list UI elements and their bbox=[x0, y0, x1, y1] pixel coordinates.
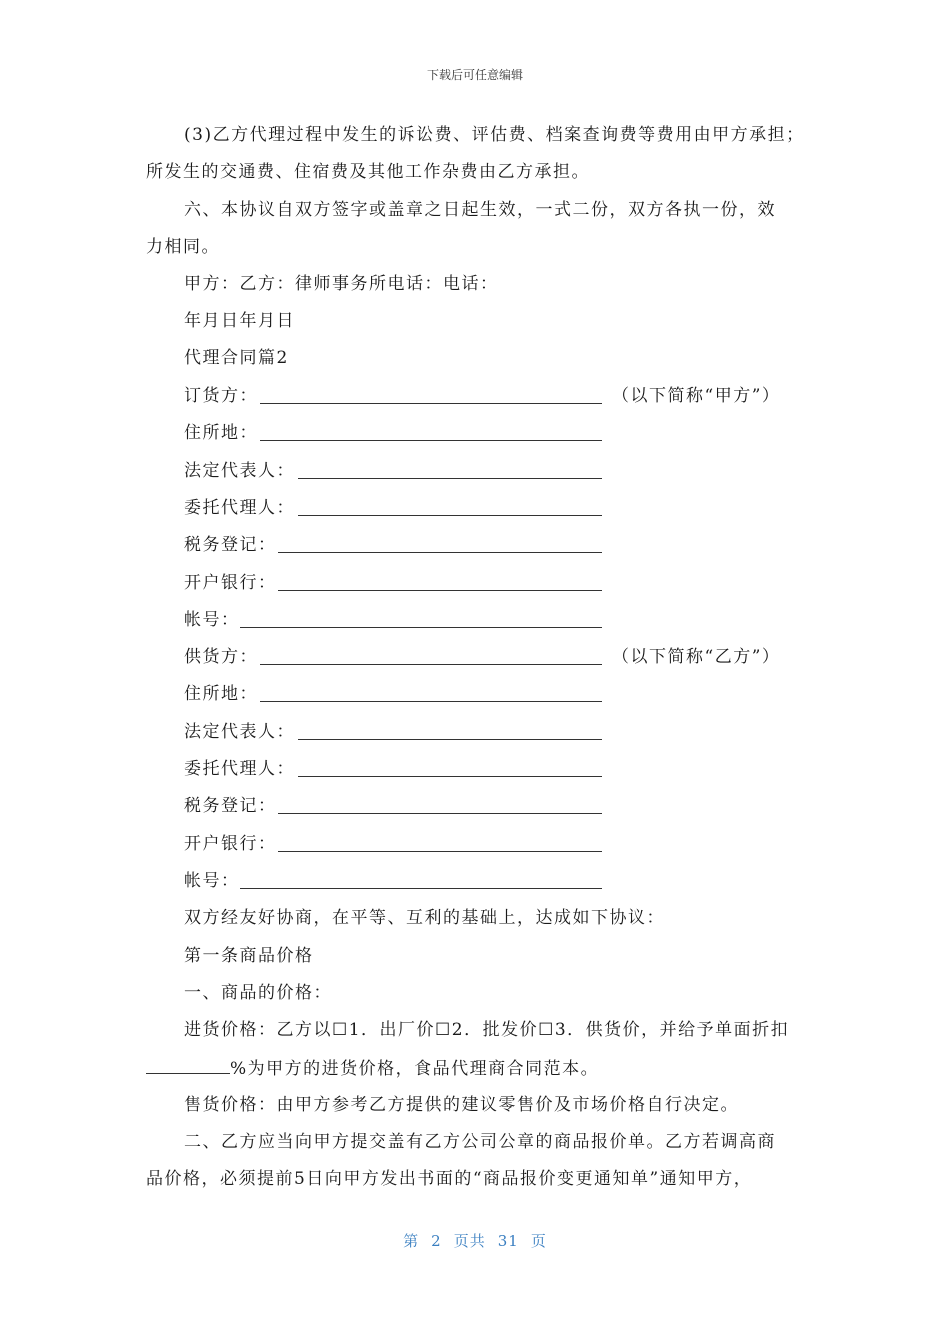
party-a-field-address bbox=[184, 422, 258, 444]
paragraph-line: 双方经友好协商，在平等、互利的基础上，达成如下协议： bbox=[184, 908, 665, 928]
footer-middle: 页共 bbox=[453, 1232, 486, 1250]
party-a-alias: （以下简称“甲方”） bbox=[612, 386, 781, 406]
party-a-field-bank bbox=[184, 572, 277, 594]
fill-in-line bbox=[298, 739, 602, 740]
paragraph-line: 一、商品的价格： bbox=[184, 983, 332, 1003]
footer-suffix: 页 bbox=[530, 1232, 547, 1250]
field-label: 法定代表人： bbox=[184, 722, 295, 742]
fill-in-line bbox=[260, 664, 602, 665]
field-label: 供货方： bbox=[184, 647, 258, 667]
article-title: 第一条商品价格 bbox=[184, 946, 314, 966]
paragraph-line: 所发生的交通费、住宿费及其他工作杂费由乙方承担。 bbox=[146, 162, 590, 182]
field-label: 开户银行： bbox=[184, 834, 277, 854]
party-a-field-account bbox=[184, 609, 240, 631]
fill-in-line bbox=[298, 776, 602, 777]
fill-in-line bbox=[260, 701, 602, 702]
fill-in-line bbox=[260, 440, 602, 441]
signature-line: 甲方：乙方：律师事务所电话：电话： bbox=[184, 274, 499, 294]
page-header: 下载后可任意编辑 bbox=[426, 68, 523, 82]
page-footer bbox=[0, 1230, 950, 1251]
field-label: 帐号： bbox=[184, 610, 240, 630]
paragraph-line: (3)乙方代理过程中发生的诉讼费、评估费、档案查询费等费用由甲方承担； bbox=[184, 125, 805, 145]
paragraph-line: 品价格，必须提前5日向甲方发出书面的“商品报价变更通知单”通知甲方， bbox=[146, 1169, 753, 1189]
field-label: 委托代理人： bbox=[184, 759, 295, 779]
field-label: 法定代表人： bbox=[184, 461, 295, 481]
section-title: 代理合同篇2 bbox=[184, 348, 289, 368]
total-page-count: 31 bbox=[497, 1232, 519, 1250]
field-label: 帐号： bbox=[184, 871, 240, 891]
party-b-alias: （以下简称“乙方”） bbox=[612, 647, 781, 667]
party-a-field-buyer bbox=[184, 385, 781, 407]
field-label: 税务登记： bbox=[184, 535, 277, 555]
fill-in-line bbox=[278, 552, 602, 553]
paragraph-text: %为甲方的进货价格，食品代理商合同范本。 bbox=[230, 1059, 600, 1079]
fill-in-line bbox=[278, 590, 602, 591]
fill-in-line bbox=[240, 627, 602, 628]
party-b-field-agent bbox=[184, 758, 295, 780]
fill-in-line bbox=[240, 888, 602, 889]
footer-prefix: 第 bbox=[403, 1232, 420, 1250]
current-page-number: 2 bbox=[431, 1232, 442, 1250]
field-label: 税务登记： bbox=[184, 796, 277, 816]
party-b-field-tax bbox=[184, 795, 277, 817]
paragraph-line: 二、乙方应当向甲方提交盖有乙方公司公章的商品报价单。乙方若调高商 bbox=[184, 1132, 776, 1152]
date-line: 年月日年月日 bbox=[184, 311, 295, 331]
field-label: 委托代理人： bbox=[184, 498, 295, 518]
fill-in-line bbox=[278, 851, 602, 852]
fill-in-line bbox=[298, 515, 602, 516]
field-label: 住所地： bbox=[184, 423, 258, 443]
paragraph-line: 进货价格：乙方以☐1．出厂价☐2．批发价☐3．供货价，并给予单面折扣 bbox=[184, 1020, 790, 1040]
party-a-field-tax bbox=[184, 534, 277, 556]
paragraph-line: 售货价格：由甲方参考乙方提供的建议零售价及市场价格自行决定。 bbox=[184, 1095, 739, 1115]
fill-in-line bbox=[260, 403, 602, 404]
party-b-field-supplier bbox=[184, 646, 781, 668]
party-b-field-legal-rep bbox=[184, 721, 295, 743]
party-a-field-agent bbox=[184, 497, 295, 519]
party-a-field-legal-rep bbox=[184, 460, 295, 482]
party-b-field-account bbox=[184, 870, 240, 892]
field-label: 订货方： bbox=[184, 386, 258, 406]
fill-in-line bbox=[278, 813, 602, 814]
party-b-field-address bbox=[184, 683, 258, 705]
party-b-field-bank bbox=[184, 833, 277, 855]
paragraph-line: 力相同。 bbox=[146, 237, 220, 257]
discount-blank bbox=[146, 1057, 230, 1074]
paragraph-line bbox=[146, 1057, 826, 1080]
fill-in-line bbox=[298, 478, 602, 479]
field-label: 住所地： bbox=[184, 684, 258, 704]
paragraph-line: 六、本协议自双方签字或盖章之日起生效，一式二份，双方各执一份，效 bbox=[184, 200, 776, 220]
field-label: 开户银行： bbox=[184, 573, 277, 593]
